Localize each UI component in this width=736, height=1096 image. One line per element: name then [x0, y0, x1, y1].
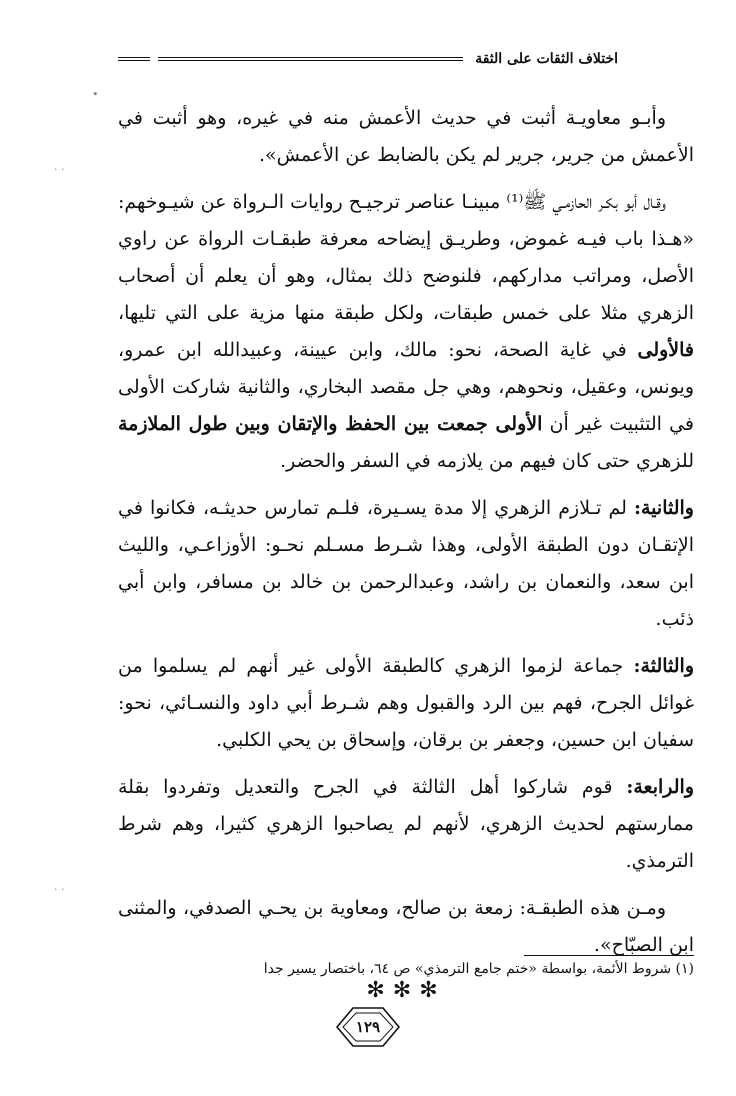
- scan-speck: •: [92, 88, 99, 101]
- header-ornament: [118, 57, 150, 61]
- page-body: [118, 100, 694, 1008]
- header-title: اختلاف الثقات على الثقة: [475, 51, 618, 67]
- header-rule: [158, 57, 463, 61]
- paragraph: وقـال أبو بكـر الحازمـي ﷺ⁽¹⁾ مبينـا عناصر ترجيـح روايات الـرواة عن شيـوخهم: «هـذا باب فيـه غموض، وطريـق إيضاحه معرفة طبقـات الرواة عن راوي الأصل، ومراتب مداركهم، فلنوضح ذلك بمثال، وهو أن يعلم أن أصحاب الزهري مثلا على خمس طبقات، ولكل طبقة منها مزية على التي تليها، فالأولى في غاية الصحة، نحو: مالك، وابن عيينة، وعبيدالله ابن عمرو، ويونس، وعقيل، ونحوهم، وهي جل مقصد البخاري، والثانية شاركت الأولى في التثبيت غير أن الأولى جمعت بين الحفظ والإتقان وبين طول الملازمة للزهري حتى كان فيهم من يلازمه في السفر والحضر.: [118, 191, 694, 472]
- paragraph: وأبـو معاويـة أثبت في حديث الأعمش منه في غيره، وهو أثبت في الأعمش من جرير، جرير لم يكن بالضابط عن الأعمش».: [118, 107, 694, 166]
- paragraph: ومـن هذه الطبقـة: زمعة بن صالح، ومعاوية بن يحـي الصدفي، والمثنى ابن الصبّاح».: [118, 897, 694, 956]
- page-number-badge: [331, 1004, 405, 1050]
- paragraph: والثانية: لم تـلازم الزهري إلا مدة يسـيرة، فلـم تمارس حديثـه، فكانوا في الإتقـان دون الطبقة الأولى، وهذا شـرط مسـلم نحـو: الأوزاعـي، والليث ابن سعد، والنعمان بن راشد، وعبدالرحمن بن خالد بن مسافر، وابن أبي ذئب.: [118, 497, 694, 630]
- page-number: ١٢٩: [355, 1018, 381, 1036]
- paragraph: والرابعة: قوم شاركوا أهل الثالثة في الجرح والتعديل وتفردوا بقلة ممارستهم لحديث الزهري، لأنهم لم يصاحبوا الزهري كثيرا، وهم شرط الترمذي.: [118, 776, 694, 872]
- scan-speck: . .: [54, 880, 65, 893]
- footnote-rule: [524, 955, 694, 956]
- running-header: [118, 44, 618, 74]
- section-divider-stars: ✻✻✻: [366, 978, 446, 1003]
- footnote: (١) شروط الأئمة، بواسطة «ختم جامع الترمذي» ص ٦٤، باختصار يسير جدا: [263, 961, 694, 977]
- scan-speck: . .: [54, 160, 65, 173]
- paragraph: والثالثة: جماعة لزموا الزهري كالطبقة الأولى غير أنهم لم يسلموا من غوائل الجرح، فهم بين الرد والقبول وهم شـرط أبي داود والنسـائي، نحو: سفيان ابن حسين، وجعفر بن برقان، وإسحاق بن يحي الكلبي.: [118, 655, 695, 751]
